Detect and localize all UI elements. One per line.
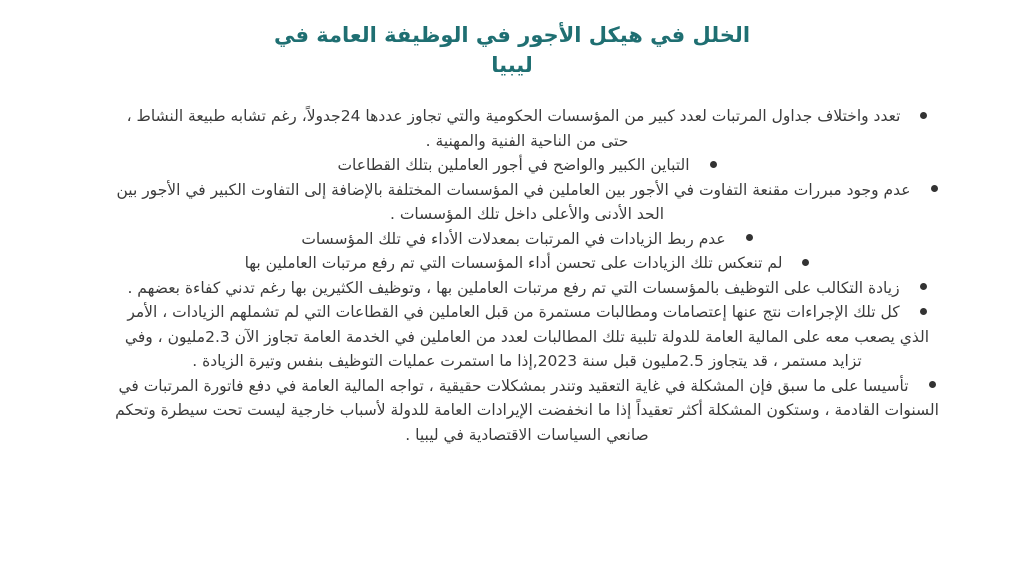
bullet-text: عدم ربط الزيادات في المرتبات بمعدلات الأداء في تلك المؤسسات (301, 229, 726, 248)
bullet-text: زيادة التكالب على التوظيف بالمؤسسات التي تم رفع مرتبات العاملين بها ، وتوظيف الكثيرين بها رغم تدني كفاءة بعضهم . (127, 278, 900, 297)
bullet-text: كل تلك الإجراءات نتج عنها إعتصامات ومطالبات مستمرة من قبل العاملين في القطاعات التي لم تشملهم الزيادات ، الأمر الذي يصعب معه على المالية العامة للدولة تلبية تلك المطالبات لعدد من العاملين في الخدمة العامة تجاوز الآن 2.3مليون ، وفي تزايد مستمر ، قد يتجاوز 2.5مليون قبل سنة 2023,إذا ما استمرت عمليات التوظيف بنفس وتيرة الزيادة . (124, 303, 930, 370)
slide-title (212, 20, 812, 80)
bullet-item (112, 178, 942, 227)
bullet-item (112, 104, 942, 153)
bullet-text: تأسيسا على ما سبق فإن المشكلة في غاية التعقيد وتندر بمشكلات حقيقية ، تواجه المالية العامة في دفع فاتورة المرتبات في السنوات القادمة ، وستكون المشكلة أكثر تعقيداً إذا ما انخفضت الإيرادات العامة للدولة لأسباب خارجية ليست تحت سيطرة وتحكم صانعي السياسات الاقتصادية في ليبيا . (115, 376, 939, 444)
slide-title-line-1: الخلل في هيكل الأجور في الوظيفة العامة في (273, 23, 751, 47)
bullet-text: التباين الكبير والواضح في أجور العاملين بتلك القطاعات (337, 156, 690, 174)
bullet-dot-icon (929, 381, 936, 388)
bullet-dot-icon (931, 185, 938, 192)
bullet-item (112, 276, 942, 301)
bullet-dot-icon (710, 161, 717, 168)
bullet-dot-icon (802, 259, 809, 266)
bullet-dot-icon (920, 112, 927, 119)
bullet-dot-icon (920, 283, 927, 290)
bullet-item (112, 300, 942, 374)
bullet-item (112, 153, 942, 178)
bullet-item (112, 251, 942, 276)
bullet-dot-icon (746, 234, 753, 241)
bullet-text: لم تنعكس تلك الزيادات على تحسن أداء المؤسسات التي تم رفع مرتبات العاملين بها (244, 254, 783, 272)
bullet-text: عدم وجود مبررات مقنعة التفاوت في الأجور بين العاملين في المؤسسات المختلفة بالإضافة إلى التفاوت الكبير في الأجور بين الحد الأدنى والأعلى داخل تلك المؤسسات . (116, 180, 911, 223)
bullet-text: تعدد واختلاف جداول المرتبات لعدد كبير من المؤسسات الحكومية والتي تجاوز عددها 24جدولاً، رغم تشابه طبيعة النشاط ، حتى من الناحية الفنية والمهنية . (126, 107, 901, 150)
bullet-item (112, 374, 942, 448)
slide-title-line-2: ليبيا (491, 53, 533, 77)
bullet-dot-icon (920, 308, 927, 315)
bullet-item (112, 227, 942, 252)
bullet-list (112, 104, 942, 447)
